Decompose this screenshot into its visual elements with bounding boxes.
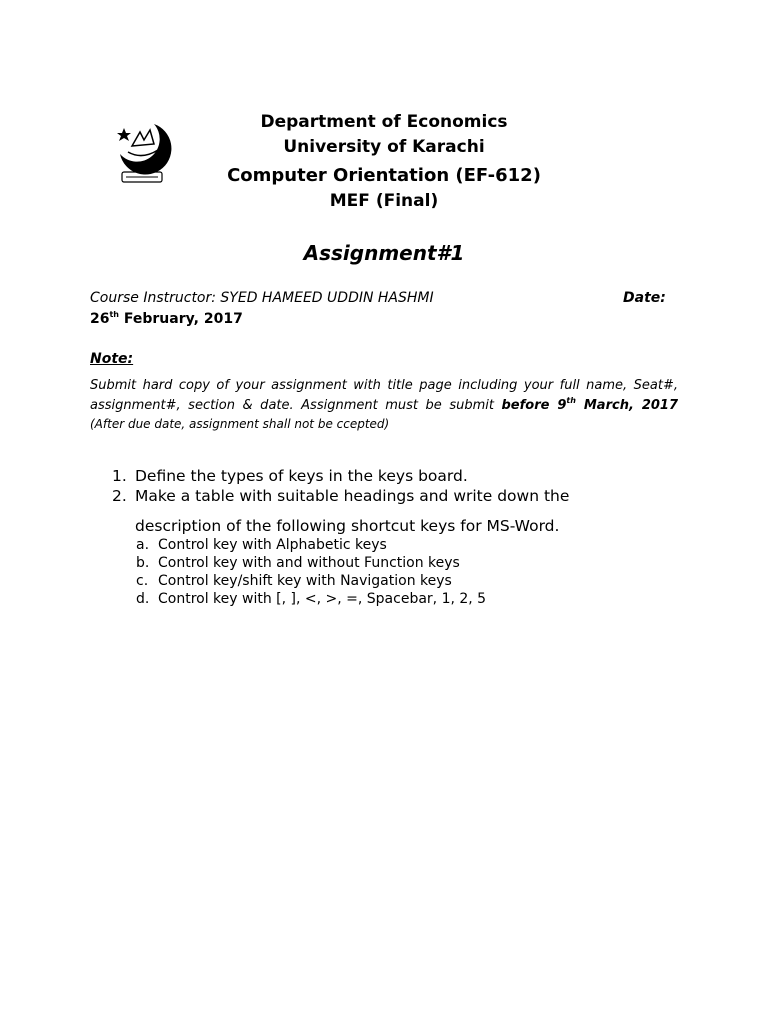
instructor-name: SYED HAMEED UDDIN HASHMI	[220, 290, 434, 306]
course-heading: Computer Orientation (EF-612)	[227, 165, 541, 186]
instructor-line	[90, 290, 434, 306]
university-heading: University of Karachi	[283, 137, 485, 157]
question-item: 2. Make a table with suitable headings and write down the	[112, 487, 570, 505]
question-continuation: description of the following shortcut keys for MS-Word.	[135, 517, 560, 535]
department-heading: Department of Economics	[260, 112, 508, 132]
sub-item: d. Control key with [, ], <, >, =, Spacebar, 1, 2, 5	[136, 591, 487, 607]
sub-item: a. Control key with Alphabetic keys	[136, 537, 387, 553]
sub-item: b. Control key with and without Function keys	[136, 555, 460, 571]
instructor-label: Course Instructor:	[90, 290, 216, 306]
date-value: 26th February, 2017	[90, 310, 243, 327]
note-label: Note:	[90, 351, 134, 367]
assignment-title: Assignment#1	[303, 241, 465, 265]
note-text: Submit hard copy of your assignment with title page including your full name, Seat#, assignment#, section & date. Assignment must be submit before 9th March, 2017 (After due date, assignment shall not be ccepted)	[90, 378, 678, 431]
date-label: Date:	[623, 290, 666, 306]
program-heading: MEF (Final)	[329, 191, 439, 211]
sub-item: c. Control key/shift key with Navigation keys	[136, 573, 452, 589]
question-item: 1. Define the types of keys in the keys board.	[112, 467, 468, 485]
